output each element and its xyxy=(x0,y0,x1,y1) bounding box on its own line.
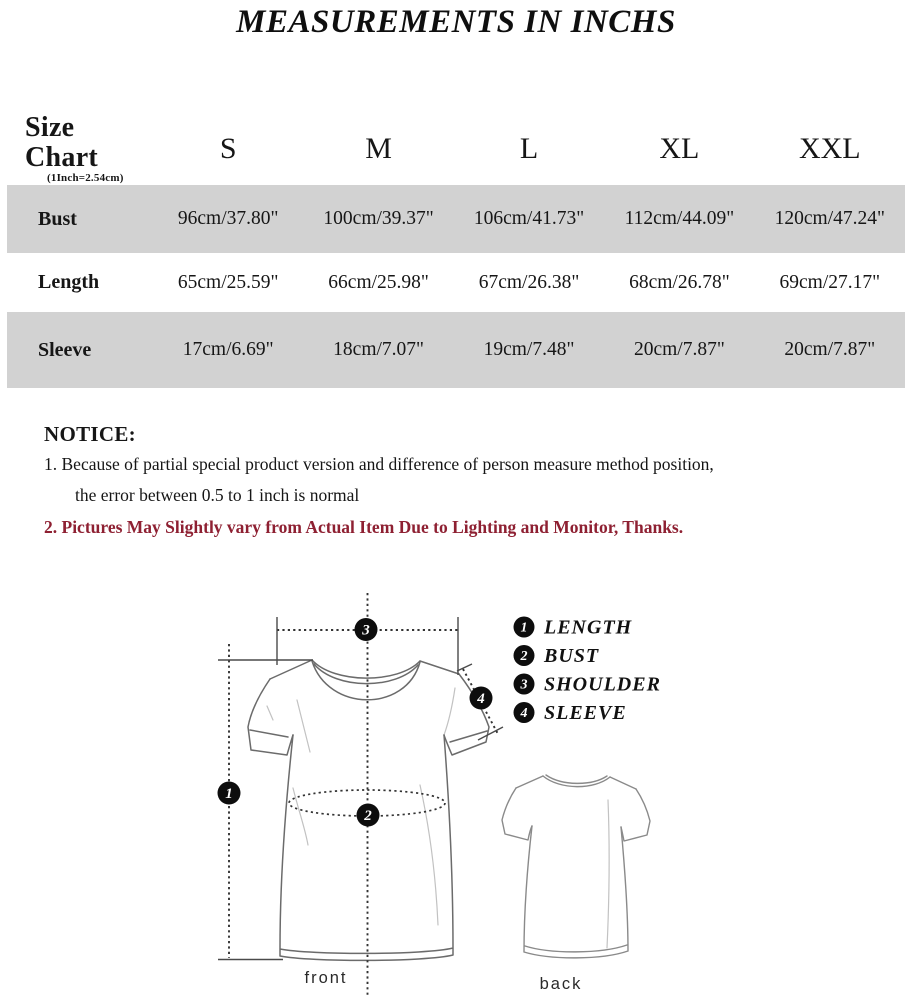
front-left-sleeve xyxy=(248,679,293,755)
inch-conversion-note: (1Inch=2.54cm) xyxy=(47,171,124,184)
front-right-sleeve xyxy=(444,674,489,755)
front-body-outline xyxy=(280,735,453,960)
front-shirt-sketch-lines xyxy=(267,700,438,925)
table-row-bust xyxy=(7,185,905,253)
marker-sleeve-number: 4 xyxy=(477,691,485,707)
size-chart-label: Size Chart xyxy=(25,112,99,173)
measurement-diagram xyxy=(0,570,912,1000)
sleeve-value-xxl: 20cm/7.87" xyxy=(784,339,876,360)
size-header-m: M xyxy=(365,131,392,165)
row-label-length: Length xyxy=(38,271,100,293)
length-value-m: 66cm/25.98" xyxy=(328,271,429,293)
back-body-outline xyxy=(524,826,628,958)
legend-shoulder-label: SHOULDER xyxy=(544,673,661,696)
back-shirt-drawing xyxy=(502,775,650,958)
back-shirt-sketch-line xyxy=(607,800,609,948)
size-table xyxy=(0,112,912,388)
legend-item-sleeve xyxy=(514,702,627,724)
table-row-sleeve xyxy=(7,312,905,388)
measurement-guides xyxy=(218,593,503,998)
back-right-sleeve xyxy=(621,789,650,841)
notice-heading: NOTICE: xyxy=(44,422,136,446)
legend-shoulder-number: 3 xyxy=(520,677,528,693)
notice-line-1: 1. Because of partial special product version and difference of person measure method position, xyxy=(44,454,714,474)
marker-bust xyxy=(357,804,380,827)
marker-bust-number: 2 xyxy=(364,808,372,824)
bust-value-l: 106cm/41.73" xyxy=(473,208,585,229)
legend-item-bust xyxy=(514,645,600,667)
notice-line-1-continued: the error between 0.5 to 1 inch is normal xyxy=(75,485,360,505)
size-header-s: S xyxy=(219,131,237,165)
sleeve-value-m: 18cm/7.07" xyxy=(333,339,424,360)
page-title: MEASUREMENTS IN INCHS xyxy=(236,4,676,40)
legend-item-shoulder xyxy=(514,674,661,696)
bust-value-s: 96cm/37.80" xyxy=(177,208,279,229)
notice-section xyxy=(44,422,884,538)
legend-length-label: LENGTH xyxy=(544,616,633,639)
size-header-xxl: XXL xyxy=(798,131,861,165)
marker-length-number: 1 xyxy=(225,786,233,802)
legend-bust-number: 2 xyxy=(520,649,528,664)
legend-sleeve-label: SLEEVE xyxy=(544,702,627,724)
size-chart-heading xyxy=(7,113,153,184)
marker-length xyxy=(218,782,241,805)
legend-length-number: 1 xyxy=(520,620,528,636)
legend-sleeve-number: 4 xyxy=(520,706,528,721)
length-value-s: 65cm/25.59" xyxy=(177,271,279,293)
notice-line-2: 2. Pictures May Slightly vary from Actual Item Due to Lighting and Monitor, Thanks. xyxy=(44,517,684,537)
row-label-sleeve: Sleeve xyxy=(38,338,92,361)
bust-value-xxl: 120cm/47.24" xyxy=(774,208,885,229)
front-body-inner-edge xyxy=(444,688,455,735)
back-collar xyxy=(543,775,610,787)
size-table-header-row xyxy=(7,112,905,185)
legend-bust-label: BUST xyxy=(544,645,600,667)
table-row-length xyxy=(7,253,905,312)
bust-value-xl: 112cm/44.09" xyxy=(624,208,735,229)
back-label: back xyxy=(539,975,583,993)
front-label: front xyxy=(304,969,348,987)
length-value-xxl: 69cm/27.17" xyxy=(779,271,881,293)
measurement-legend xyxy=(514,617,661,725)
size-header-xl: XL xyxy=(659,131,700,165)
length-value-xl: 68cm/26.78" xyxy=(629,271,730,293)
length-value-l: 67cm/26.38" xyxy=(478,271,580,293)
marker-shoulder-number: 3 xyxy=(362,622,370,639)
marker-shoulder xyxy=(355,618,378,641)
size-header-l: L xyxy=(519,131,539,165)
sleeve-value-xl: 20cm/7.87" xyxy=(633,339,725,360)
front-collar-band xyxy=(312,660,420,684)
legend-item-length xyxy=(514,617,633,639)
sleeve-value-s: 17cm/6.69" xyxy=(182,339,274,360)
row-label-bust: Bust xyxy=(38,207,77,230)
bust-value-m: 100cm/39.37" xyxy=(323,208,434,229)
sleeve-value-l: 19cm/7.48" xyxy=(483,339,575,360)
marker-sleeve xyxy=(470,687,493,710)
front-neck-scoop xyxy=(312,661,420,700)
front-shoulder-seams xyxy=(270,660,459,679)
back-left-sleeve xyxy=(502,788,532,840)
